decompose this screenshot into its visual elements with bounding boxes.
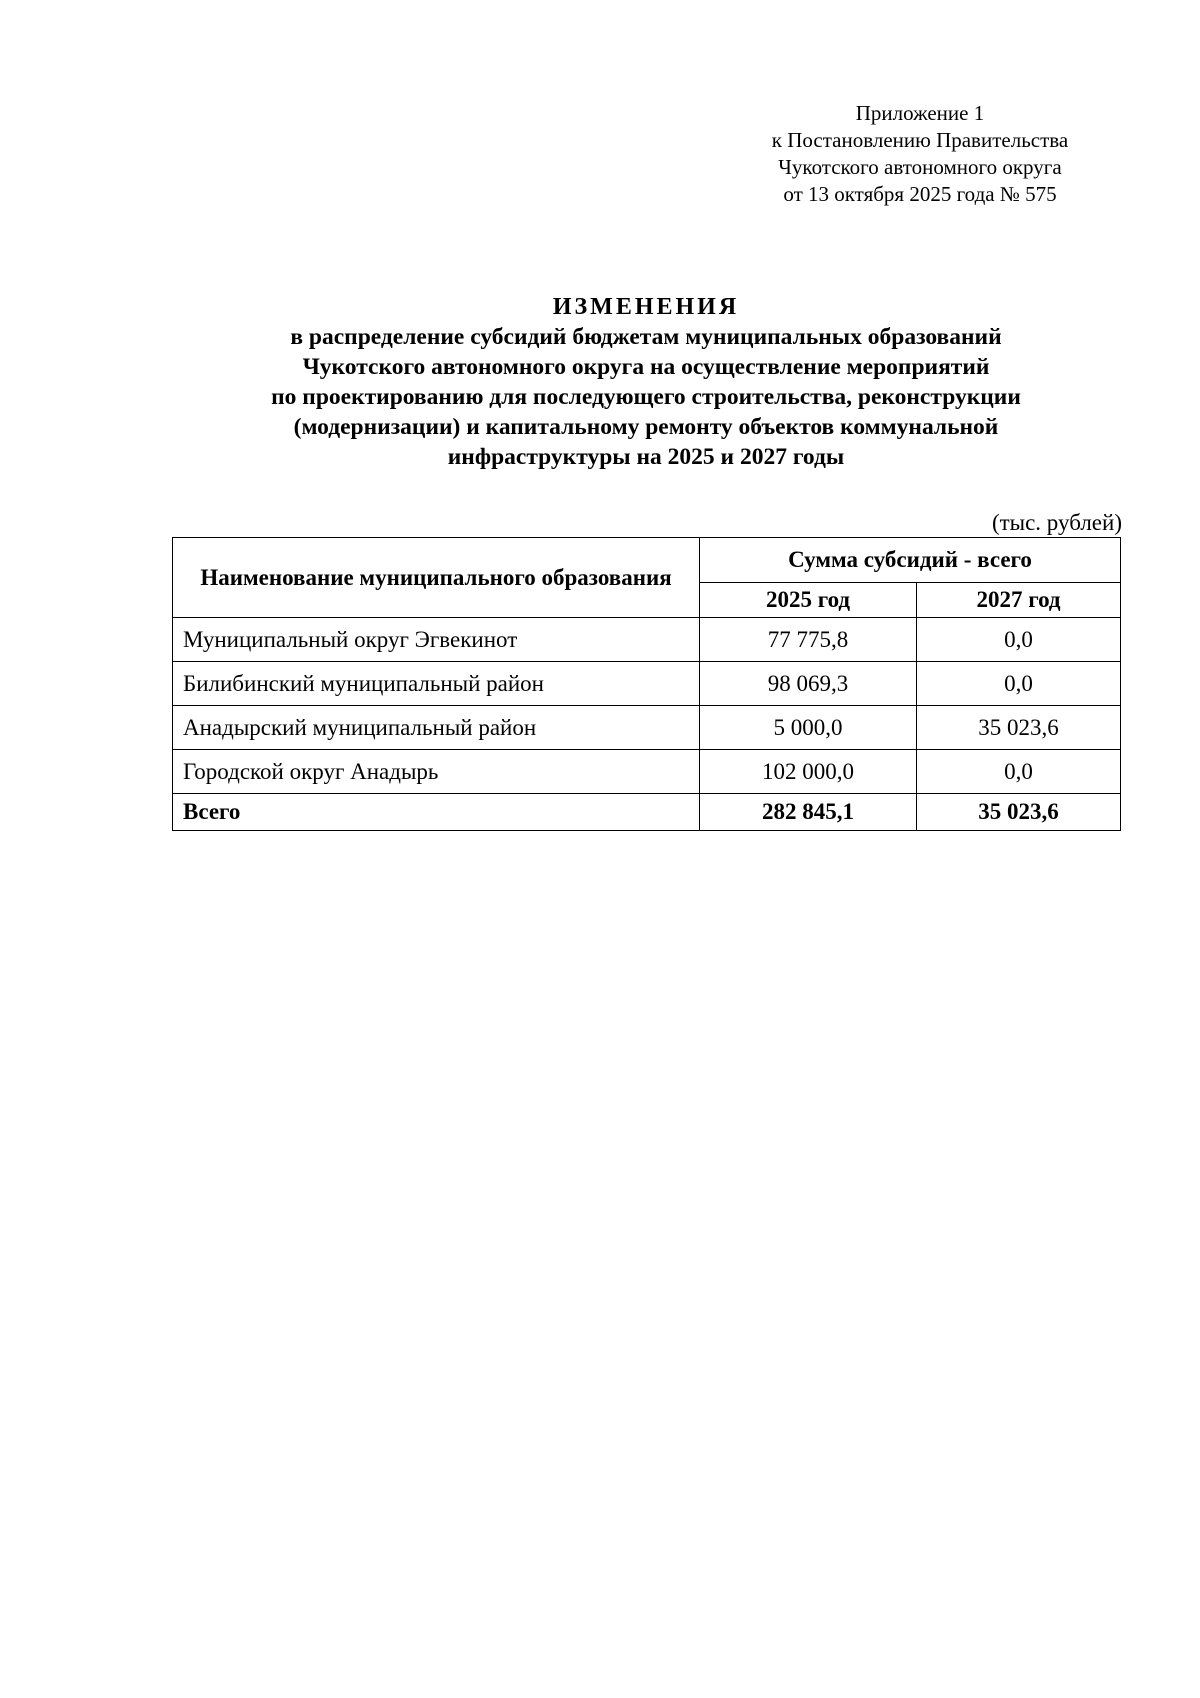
row-name: Билибинский муниципальный район [173,662,700,706]
heading-line: в распределение субсидий бюджетам муниципальных образований [290,324,1002,350]
units-label: (тыс. рублей) [991,510,1122,535]
heading-line: инфраструктуры на 2025 и 2027 годы [447,444,845,470]
row-value-2027: 0,0 [917,662,1121,706]
column-header-2025: 2025 год [700,583,917,618]
annex-date-number: от 13 октября 2025 года № 575 [783,182,1057,206]
annex-reference: к Постановлению Правительства [771,128,1069,152]
table-row [173,618,1121,662]
row-value-2025: 77 775,8 [700,618,917,662]
table-row [173,706,1121,750]
subsidies-table [172,537,1121,831]
table-header-row [173,538,1121,583]
row-value-2025: 5 000,0 [700,706,917,750]
row-value-2025: 102 000,0 [700,750,917,794]
column-header-sum-total: Сумма субсидий - всего [700,538,1121,583]
row-name: Муниципальный округ Эгвекинот [173,618,700,662]
row-value-2027: 0,0 [917,618,1121,662]
row-value-2027: 35 023,6 [917,706,1121,750]
annex-authority: Чукотского автономного округа [778,155,1062,179]
document-heading [172,292,1120,472]
row-value-2025: 98 069,3 [700,662,917,706]
document-title: ИЗМЕНЕНИЯ [552,294,740,320]
table-row [173,750,1121,794]
heading-line: (модернизации) и капитальному ремонту объектов коммунальной [293,414,999,440]
row-name: Городской округ Анадырь [173,750,700,794]
row-value-2027: 0,0 [917,750,1121,794]
annex-block [720,100,1120,208]
table-total-row [173,794,1121,831]
heading-line: Чукотского автономного округа на осуществление мероприятий [302,354,990,380]
total-label: Всего [173,794,700,831]
total-value-2027: 35 023,6 [917,794,1121,831]
column-header-name: Наименование муниципального образования [173,538,700,618]
total-value-2025: 282 845,1 [700,794,917,831]
table-row [173,662,1121,706]
column-header-2027: 2027 год [917,583,1121,618]
heading-line: по проектированию для последующего строительства, реконструкции [271,384,1021,410]
row-name: Анадырский муниципальный район [173,706,700,750]
annex-number: Приложение 1 [855,101,985,125]
